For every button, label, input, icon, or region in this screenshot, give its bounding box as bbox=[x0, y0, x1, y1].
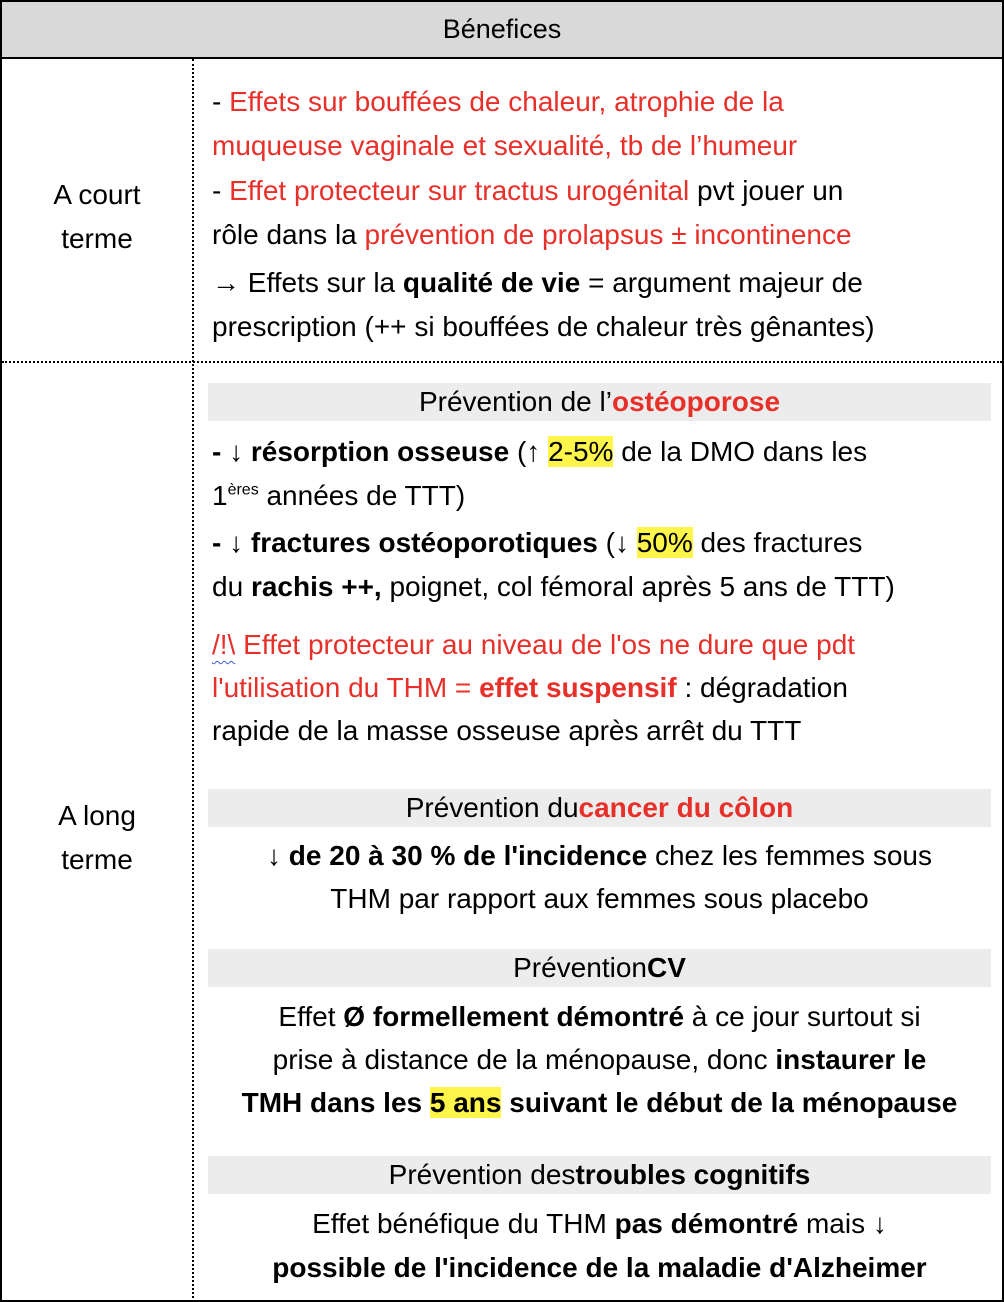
column-divider bbox=[192, 59, 194, 1302]
short-term-line-2: muqueuse vaginale et sexualité, tb de l’humeur bbox=[212, 130, 798, 161]
osteo-line-1: - ↓ résorption osseuse (↑ 2-5% de la DMO dans les bbox=[212, 436, 868, 467]
short-term-line-3: - Effet protecteur sur tractus urogénital pvt jouer un bbox=[212, 175, 844, 206]
colon-line-2: THM par rapport aux femmes sous placebo bbox=[330, 883, 869, 914]
osteo-line-2: 1ères années de TTT) bbox=[212, 480, 466, 511]
osteo-warning-line-3: rapide de la masse osseuse après arrêt du TTT bbox=[212, 715, 802, 746]
section-title-cv: Prévention CV bbox=[208, 949, 991, 987]
osteo-line-4: du rachis ++, poignet, col fémoral après 5 ans de TTT) bbox=[212, 571, 895, 602]
short-term-line-1: - Effets sur bouffées de chaleur, atrophie de la bbox=[212, 86, 784, 117]
arrow-right-icon: → bbox=[212, 267, 240, 298]
arrow-down-icon: ↓ bbox=[872, 1208, 887, 1239]
section-title-cognitive: Prévention des troubles cognitifs bbox=[208, 1156, 991, 1194]
cv-line-2: prise à distance de la ménopause, donc instaurer le bbox=[272, 1044, 927, 1075]
cognitive-line-2: possible de l'incidence de la maladie d'Alzheimer bbox=[272, 1252, 927, 1283]
cv-line-1: Effet Ø formellement démontré à ce jour surtout si bbox=[278, 1001, 921, 1032]
short-term-line-5: → Effets sur la qualité de vie = argument majeur de bbox=[212, 267, 863, 298]
row-label-long-term: A long terme bbox=[58, 800, 136, 875]
osteo-line-3: - ↓ fractures ostéoporotiques (↓ 50% des fractures bbox=[212, 527, 863, 558]
section-title-colon-cancer: Prévention du cancer du côlon bbox=[208, 789, 991, 827]
row-divider bbox=[2, 361, 1002, 363]
colon-line-1: ↓ de 20 à 30 % de l'incidence chez les femmes sous bbox=[267, 840, 932, 871]
cognitive-line-1: Effet bénéfique du THM pas démontré mais ↓ bbox=[312, 1208, 887, 1239]
row-label-short-term: A court terme bbox=[53, 179, 141, 254]
cv-line-3: TMH dans les 5 ans suivant le début de la ménopause bbox=[241, 1087, 958, 1118]
osteo-warning-line-2: l'utilisation du THM = effet suspensif : dégradation bbox=[212, 672, 848, 703]
warning-icon: /!\ bbox=[212, 629, 236, 660]
header-title: Bénefices bbox=[442, 14, 562, 44]
osteo-warning-line-1: /!\ Effet protecteur au niveau de l'os ne dure que pdt bbox=[212, 629, 856, 660]
table-header bbox=[2, 2, 1002, 59]
short-term-line-4: rôle dans la prévention de prolapsus ± incontinence bbox=[212, 219, 852, 250]
short-term-line-6: prescription (++ si bouffées de chaleur très gênantes) bbox=[212, 311, 875, 342]
section-title-osteoporosis: Prévention de l’ ostéoporose bbox=[208, 383, 991, 421]
